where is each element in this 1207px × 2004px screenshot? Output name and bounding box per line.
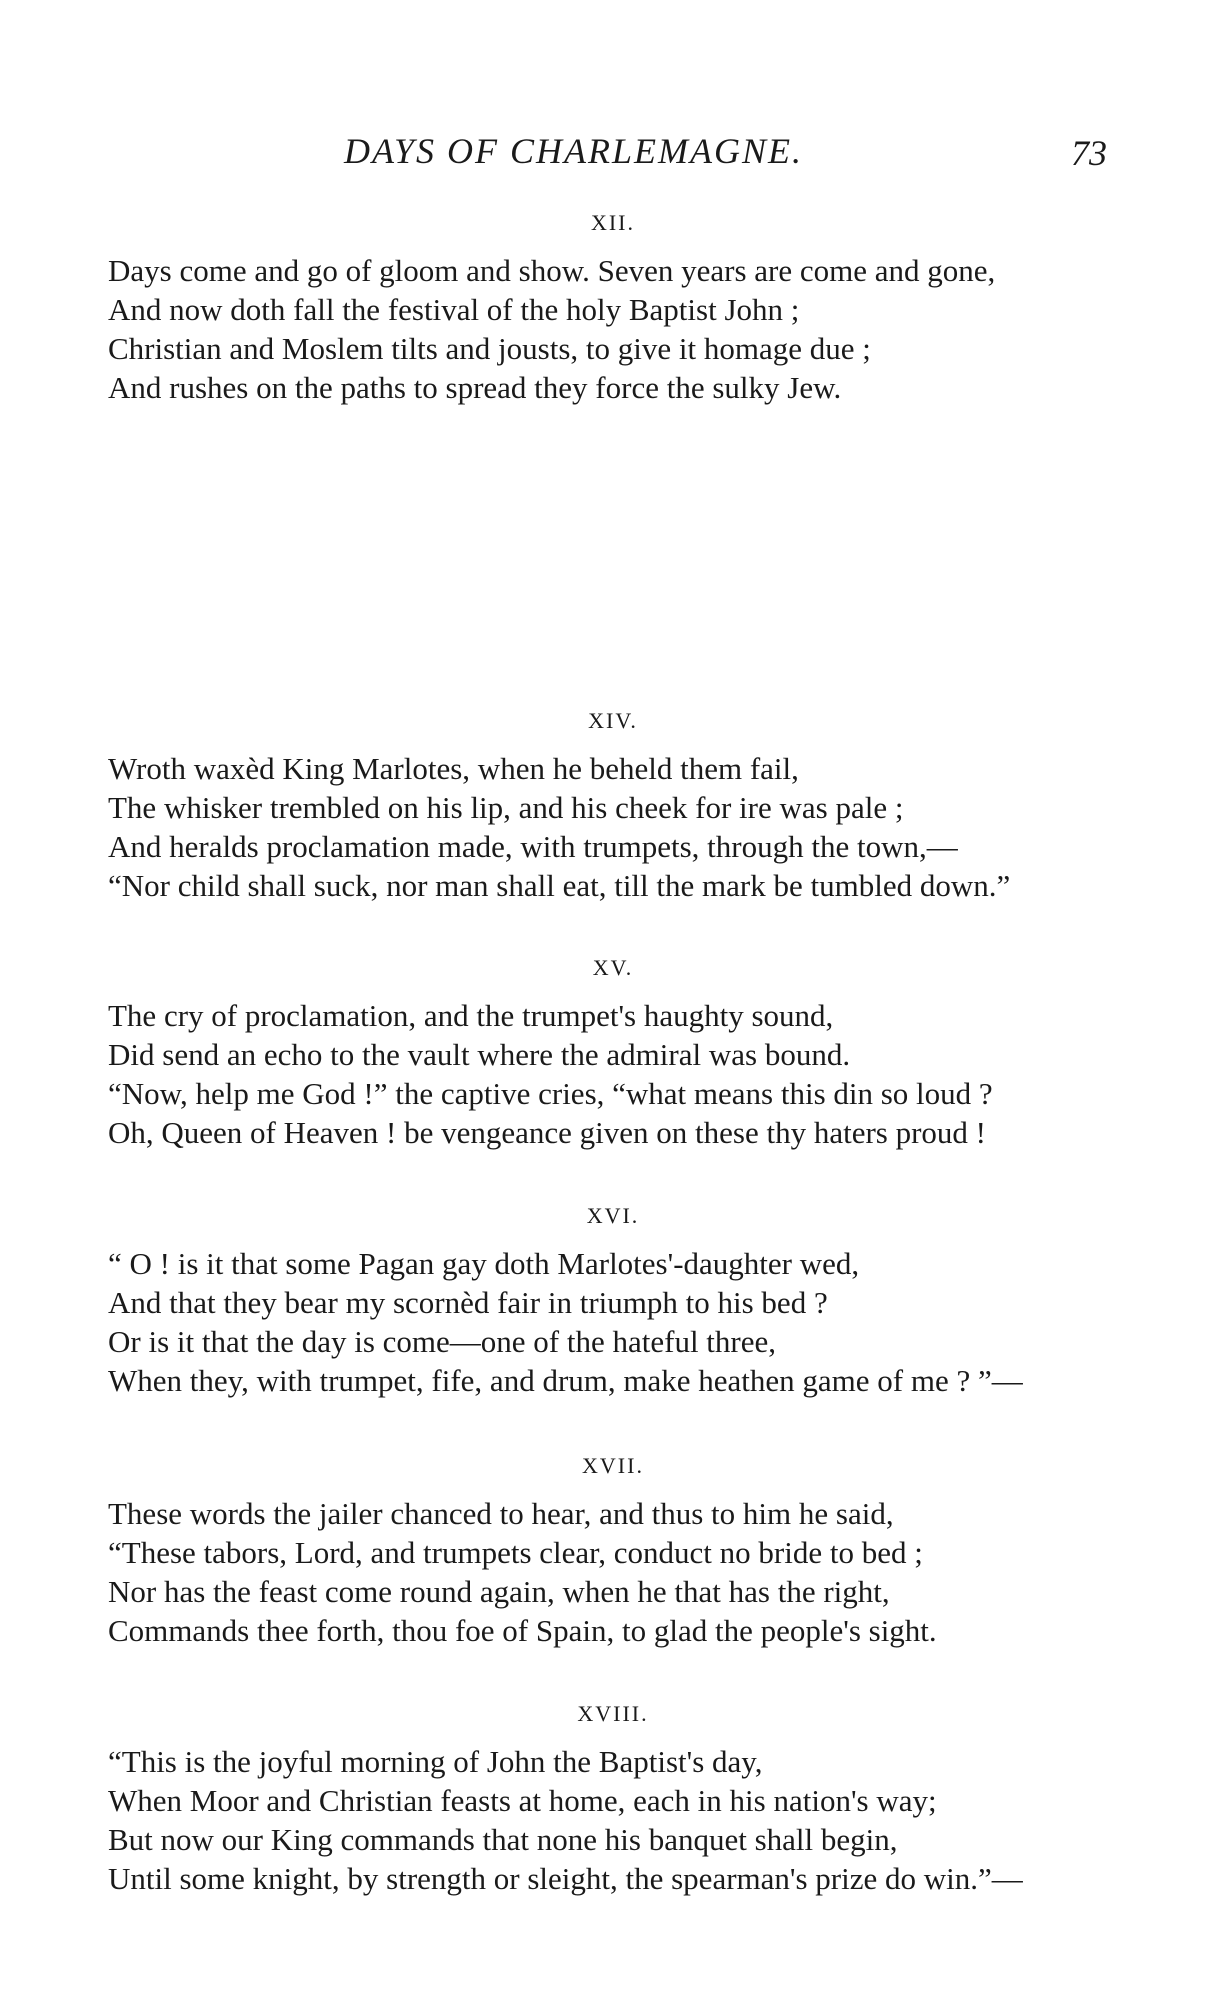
verse-line: Did send an echo to the vault where the admiral was bound. [108,1037,851,1072]
stanza-numeral: XV. [592,955,634,980]
stanza-xvi [108,1198,1118,1400]
verse-line: And now doth fall the festival of the holy Baptist John ; [108,292,800,327]
verse-line: When Moor and Christian feasts at home, each in his nation's way; [108,1783,937,1818]
verse-line: Commands thee forth, thou foe of Spain, to glad the people's sight. [108,1613,937,1648]
stanza-xv [108,950,1118,1152]
verse-line: “Nor child shall suck, nor man shall eat, till the mark be tumbled down.” [108,868,1011,903]
stanza-numeral: XIV. [588,708,638,733]
stanza-numeral: XVIII. [577,1701,649,1726]
verse-line: Christian and Moslem tilts and jousts, to give it homage due ; [108,331,871,366]
stanza-numeral: XVII. [582,1453,644,1478]
running-head [0,124,1207,174]
verse-line: These words the jailer chanced to hear, and thus to him he said, [108,1496,894,1531]
verse-line: “These tabors, Lord, and trumpets clear, conduct no bride to bed ; [108,1535,923,1570]
verse-line: But now our King commands that none his banquet shall begin, [108,1822,898,1857]
verse-line: Or is it that the day is come—one of the hateful three, [108,1324,777,1359]
stanza-numeral: XII. [590,210,636,235]
verse-line: “This is the joyful morning of John the Baptist's day, [108,1744,763,1779]
verse-line: And rushes on the paths to spread they force the sulky Jew. [108,370,842,405]
verse-line: Days come and go of gloom and show. Seven years are come and gone, [108,253,996,288]
stanza-xii [108,205,1118,407]
running-title: DAYS OF CHARLEMAGNE. [344,131,803,171]
stanza-xiv [108,703,1118,905]
stanza-numeral: XVI. [586,1203,640,1228]
stanza-xviii [108,1696,1118,1898]
stanza-xvii [108,1448,1118,1650]
verse-line: “ O ! is it that some Pagan gay doth Marlotes'-daughter wed, [108,1246,860,1281]
page-number: 73 [1071,133,1107,173]
verse-line: Oh, Queen of Heaven ! be vengeance given on these thy haters proud ! [108,1115,987,1150]
verse-line: The whisker trembled on his lip, and his cheek for ire was pale ; [108,790,904,825]
verse-line: And heralds proclamation made, with trumpets, through the town,— [108,829,958,864]
verse-line: And that they bear my scornèd fair in triumph to his bed ? [108,1285,828,1320]
verse-line: When they, with trumpet, fife, and drum, make heathen game of me ? ”— [108,1363,1023,1398]
verse-line: Wroth waxèd King Marlotes, when he beheld them fail, [108,751,799,786]
verse-line: The cry of proclamation, and the trumpet's haughty sound, [108,998,834,1033]
verse-line: “Now, help me God !” the captive cries, “what means this din so loud ? [108,1076,993,1111]
verse-line: Nor has the feast come round again, when he that has the right, [108,1574,890,1609]
verse-line: Until some knight, by strength or sleight, the spearman's prize do win.”— [108,1861,1023,1896]
